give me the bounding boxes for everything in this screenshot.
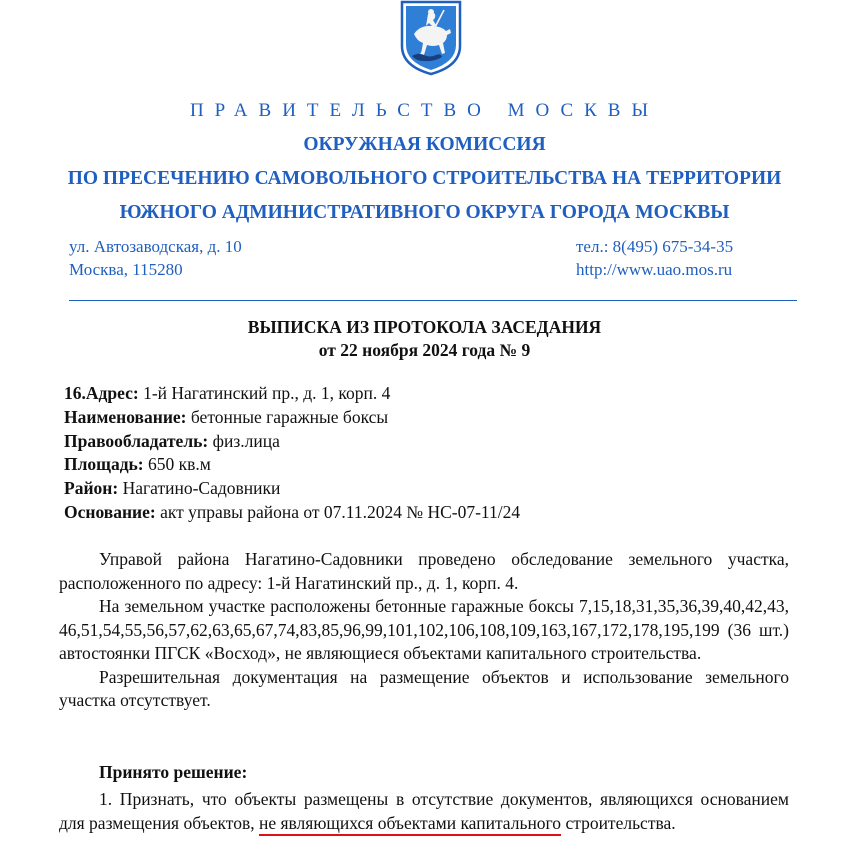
body-text (59, 548, 789, 713)
address-city: Москва, 115280 (69, 260, 183, 279)
paragraph-boxes: На земельном участке расположены бетонные гаражные боксы 7,15,18,31,35,36,39,40,42,43,46,51,54,55,56,57,62,63,65,67,74,83,85,96,99,101,102,106,108,109,163,167,172,178,195,199 (36 шт.) автостоянки ПГСК «Восход», не являющиеся объектами капитального строительства. (59, 596, 789, 663)
fact-row-area: Площадь: 650 кв.м (64, 454, 211, 475)
address-block (69, 235, 242, 281)
header-divider (69, 300, 797, 301)
fact-row-owner: Правообладатель: физ.лица (64, 430, 280, 451)
commission-heading-line3: ЮЖНОГО АДМИНИСТРАТИВНОГО ОКРУГА ГОРОДА МОСКВЫ (119, 202, 730, 223)
phone-number: тел.: 8(495) 675-34-35 (576, 237, 734, 256)
fact-row-address: 16.Адрес: 1-й Нагатинский пр., д. 1, корп. 4 (64, 383, 391, 403)
fact-row-name: Наименование: бетонные гаражные боксы (64, 406, 389, 427)
fact-row-district: Район: Нагатино-Садовники (64, 478, 281, 499)
paragraph-permits: Разрешительная документация на размещение объектов и использование земельного участка отсутствует. (59, 666, 789, 710)
government-heading: ПРАВИТЕЛЬСТВО МОСКВЫ (189, 100, 660, 121)
paragraph-survey: Управой района Нагатино-Садовники проведено обследование земельного участка, расположенного по адресу: 1-й Нагатинский пр., д. 1, корп. 4. (59, 549, 789, 593)
website-link[interactable]: http://www.uao.mos.ru (576, 260, 733, 279)
commission-heading-line2: ПО ПРЕСЕЧЕНИЮ САМОВОЛЬНОГО СТРОИТЕЛЬСТВА НА ТЕРРИТОРИИ (67, 168, 782, 189)
address-street: ул. Автозаводская, д. 10 (69, 237, 242, 256)
decision-heading: Принято решение: (99, 762, 248, 782)
decision-body (59, 788, 789, 835)
decision-item-1: 1. Признать, что объекты размещены в отсутствие документов, являющихся основанием для размещения объектов, не являющихся объектами капитального строительства. (59, 788, 789, 835)
document-title: ВЫПИСКА ИЗ ПРОТОКОЛА ЗАСЕДАНИЯ (247, 317, 602, 337)
facts-list (64, 382, 520, 525)
fact-row-basis: Основание: акт управы района от 07.11.2024 № НС-07-11/24 (64, 501, 521, 522)
document-subtitle: от 22 ноября 2024 года № 9 (318, 340, 531, 360)
moscow-coat-of-arms-icon (398, 0, 464, 76)
commission-heading-line1: ОКРУЖНАЯ КОМИССИЯ (303, 134, 546, 155)
highlighted-phrase: не являющихся объектами капитального (259, 813, 561, 836)
contact-block (576, 235, 733, 281)
